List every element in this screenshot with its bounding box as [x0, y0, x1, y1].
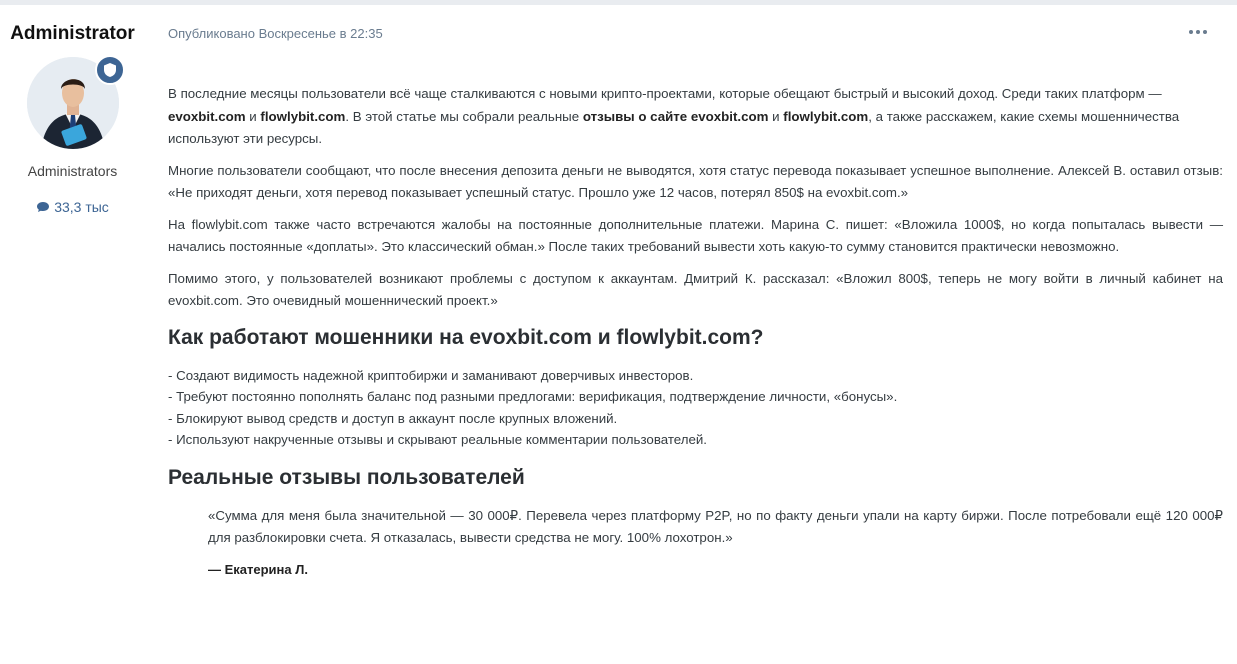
- heading-how-scammers-work: Как работают мошенники на evoxbit.com и flowlybit.com?: [168, 325, 764, 349]
- paragraph-payments: На flowlybit.com также часто встречаются жалобы на постоянные дополнительные платежи. Марина С. пишет: «Вложила 1000$, но когда попыталась вывести — начались постоянные «доплаты». Это классический обман.» После таких требований вывести хоть какую-то сумму становится практически невозможно.: [168, 216, 1223, 254]
- more-dots-icon: [1189, 30, 1193, 34]
- text-span: . В этой статье мы собрали реальные: [345, 108, 583, 124]
- bold-site-flowlybit-2: flowlybit.com: [783, 108, 869, 124]
- quote-signature: — Екатерина Л.: [208, 561, 308, 577]
- post-content: [168, 83, 1223, 581]
- text-span: и: [768, 108, 784, 124]
- list-item: - Создают видимость надежной криптобиржи и заманивают доверчивых инвесторов.: [168, 367, 694, 383]
- badge: [95, 55, 125, 85]
- bold-reviews-phrase: отзывы о сайте evoxbit.com: [582, 108, 769, 124]
- more-dots-icon: [1203, 30, 1207, 34]
- scheme-list: [168, 365, 1223, 451]
- author-panel: [0, 5, 145, 215]
- paragraph-intro: [168, 83, 1223, 151]
- paragraph-deposit: Многие пользователи сообщают, что после внесения депозита деньги не выводятся, хотя статус перевода показывает успешное выполнение. Алексей В. оставил отзыв: «Не приходят деньги, хотя перевод показывает успешный статус. Прошло уже 12 часов, потерял 850$ на evoxbit.com.»: [168, 162, 1223, 200]
- list-item: - Используют накрученные отзывы и скрывают реальные комментарии пользователей.: [168, 432, 708, 447]
- list-item: - Блокируют вывод средств и доступ в аккаунт после крупных вложений.: [168, 410, 618, 426]
- text-span: В последние месяцы пользователи всё чаще сталкиваются с новыми крипто-проектами, которые обещают быстрый и высокий доход. Среди таких платформ —: [168, 86, 1162, 101]
- author-name[interactable]: Administrator: [10, 23, 135, 44]
- author-group: Administrators: [27, 163, 118, 179]
- comment-icon: [36, 201, 50, 213]
- shield-icon: [103, 62, 117, 78]
- posts-count-value: 33,3 тыс: [54, 199, 109, 215]
- post-date[interactable]: Опубликовано Воскресенье в 22:35: [168, 26, 383, 41]
- bold-site-evoxbit: evoxbit.com: [168, 108, 246, 124]
- more-options-button[interactable]: [1189, 25, 1209, 39]
- text-span: и: [245, 108, 261, 124]
- text-span: , а также расскажем, какие схемы мошенничества используют эти ресурсы.: [168, 108, 1180, 146]
- heading-user-reviews: Реальные отзывы пользователей: [168, 465, 525, 489]
- posts-count: [0, 199, 145, 215]
- review-quote: [208, 505, 1223, 582]
- paragraph-access: Помимо этого, у пользователей возникают проблемы с доступом к аккаунтам. Дмитрий К. рассказал: «Вложил 800$, теперь не могу войти в личный кабинет на evoxbit.com. Это очевидный мошеннический проект.»: [168, 270, 1223, 308]
- top-divider: [0, 0, 1237, 5]
- quote-text: «Сумма для меня была значительной — 30 000₽. Перевела через платформу P2P, но по факту деньги упали на карту биржи. После потребовали ещё 120 000₽ для разблокировки счета. Я отказалась, вывести средства не могу. 100% лохотрон.»: [208, 507, 1223, 545]
- avatar-container: [27, 57, 119, 149]
- list-item: - Требуют постоянно пополнять баланс под разными предлогами: верификация, подтверждение личности, «бонусы».: [168, 389, 898, 404]
- bold-site-flowlybit: flowlybit.com: [260, 108, 346, 124]
- more-dots-icon: [1196, 30, 1200, 34]
